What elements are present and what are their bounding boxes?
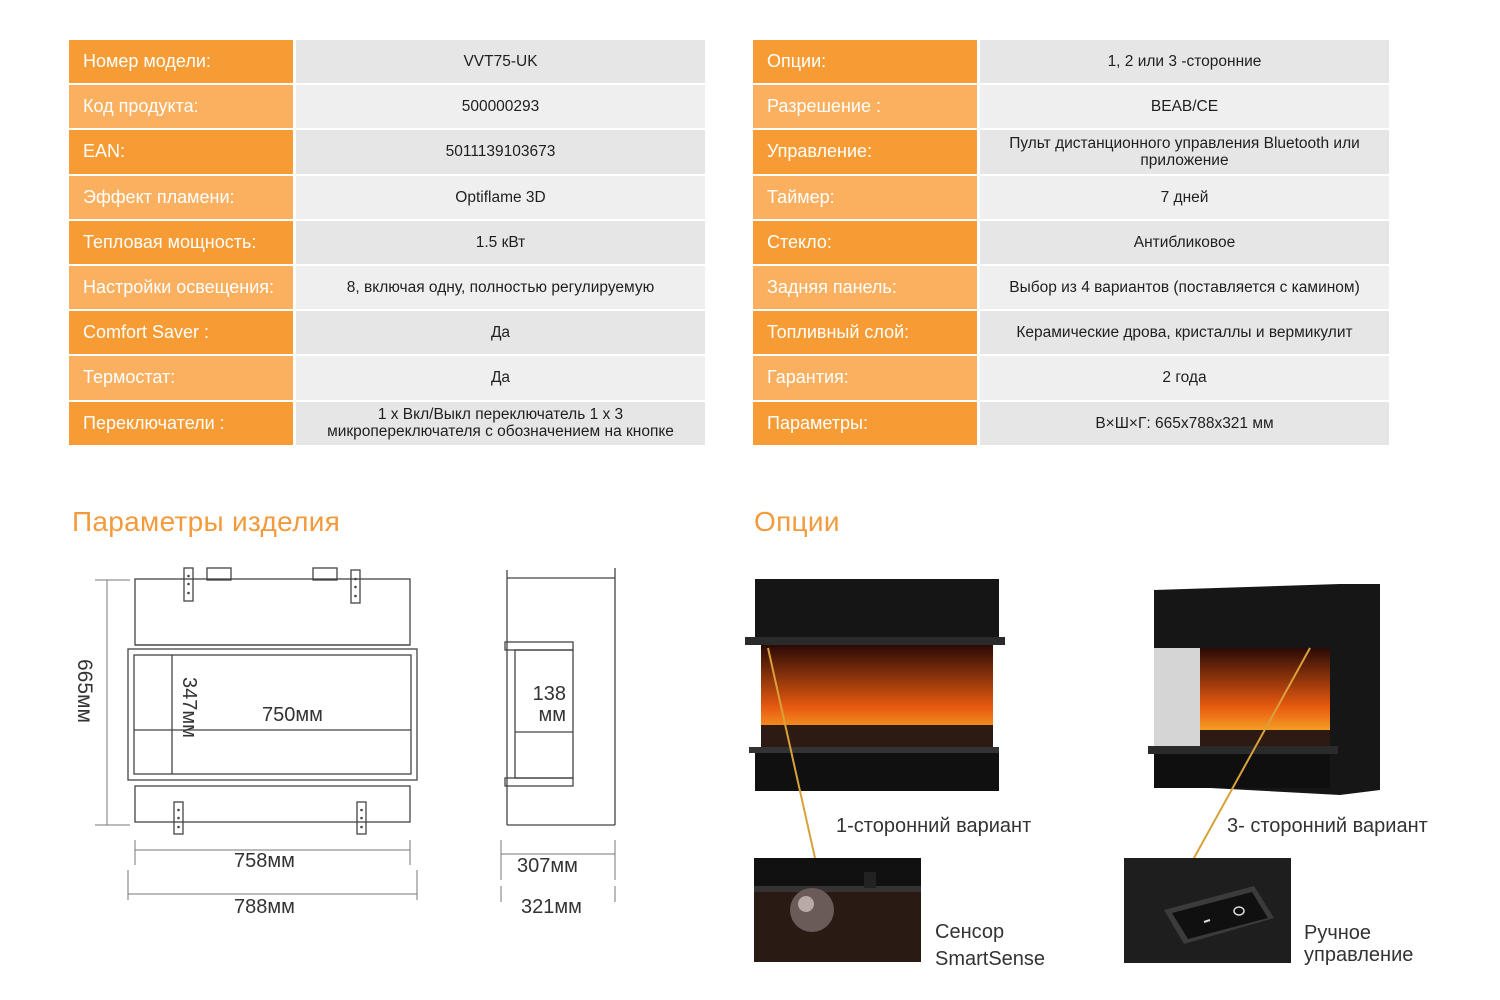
spec-label: Опции: xyxy=(753,40,980,83)
spec-value: Да xyxy=(296,356,705,399)
spec-label: Стекло: xyxy=(753,221,980,264)
spec-label: Эффект пламени: xyxy=(69,176,296,219)
spec-value: 1.5 кВт xyxy=(296,221,705,264)
dim-depth-outer: 321мм xyxy=(521,896,582,918)
spec-value: Керамические дрова, кристаллы и вермикулит xyxy=(980,311,1389,354)
dim-width-outer: 788мм xyxy=(234,896,295,918)
spec-label: Разрешение : xyxy=(753,85,980,128)
options-title: Опции xyxy=(754,506,840,537)
spec-value: 1 x Вкл/Выкл переключатель 1 x 3 микропереключателя с обозначением на кнопке xyxy=(296,402,705,445)
caption-manual xyxy=(1304,922,1413,966)
caption-sensor-line1: Сенсор xyxy=(935,921,1005,943)
spec-value: 8, включая одну, полностью регулируемую xyxy=(296,266,705,309)
spec-value: 1, 2 или 3 -сторонние xyxy=(980,40,1389,83)
caption-manual-line2: управление xyxy=(1304,944,1414,966)
spec-label: Параметры: xyxy=(753,402,980,445)
spec-value: 7 дней xyxy=(980,176,1389,219)
spec-label: Управление: xyxy=(753,130,980,173)
spec-label: Переключатели : xyxy=(69,402,296,445)
caption-sensor-line2: SmartSense xyxy=(935,948,1046,970)
spec-value: 500000293 xyxy=(296,85,705,128)
spec-label: Таймер: xyxy=(753,176,980,219)
spec-value: BEAB/CE xyxy=(980,85,1389,128)
spec-label: EAN: xyxy=(69,130,296,173)
dim-depth-mid: 307мм xyxy=(517,855,578,877)
caption-three-sided: 3- сторонний вариант xyxy=(1227,815,1428,837)
spec-value: VVT75-UK xyxy=(296,40,705,83)
dim-height: 665мм xyxy=(73,659,96,723)
spec-value: 5011139103673 xyxy=(296,130,705,173)
caption-one-sided: 1-сторонний вариант xyxy=(836,815,1032,837)
manual-switch-image xyxy=(1124,858,1291,963)
spec-value: В×Ш×Г: 665x788x321 мм xyxy=(980,402,1389,445)
spec-label: Номер модели: xyxy=(69,40,296,83)
dim-depth-inner: 138 мм xyxy=(532,683,566,726)
spec-label: Настройки освещения: xyxy=(69,266,296,309)
dim-width-inner: 758мм xyxy=(234,850,295,872)
spec-value: Optiflame 3D xyxy=(296,176,705,219)
spec-value: Выбор из 4 вариантов (поставляется с камином) xyxy=(980,266,1389,309)
caption-sensor xyxy=(935,921,1045,971)
dimensions-title: Параметры изделия xyxy=(72,506,341,537)
dim-inner-height: 347мм xyxy=(178,677,200,738)
spec-value: Антибликовое xyxy=(980,221,1389,264)
spec-label: Топливный слой: xyxy=(753,311,980,354)
spec-value: Пульт дистанционного управления Bluetooth или приложение xyxy=(980,130,1389,173)
spec-label: Гарантия: xyxy=(753,356,980,399)
spec-value: 2 года xyxy=(980,356,1389,399)
spec-label: Термостат: xyxy=(69,356,296,399)
spec-value: Да xyxy=(296,311,705,354)
sensor-image xyxy=(754,858,921,962)
spec-label: Код продукта: xyxy=(69,85,296,128)
dim-inner-width: 750мм xyxy=(262,704,323,726)
caption-manual-line1: Ручное xyxy=(1304,922,1372,944)
spec-label: Comfort Saver : xyxy=(69,311,296,354)
spec-label: Задняя панель: xyxy=(753,266,980,309)
spec-label: Тепловая мощность: xyxy=(69,221,296,264)
